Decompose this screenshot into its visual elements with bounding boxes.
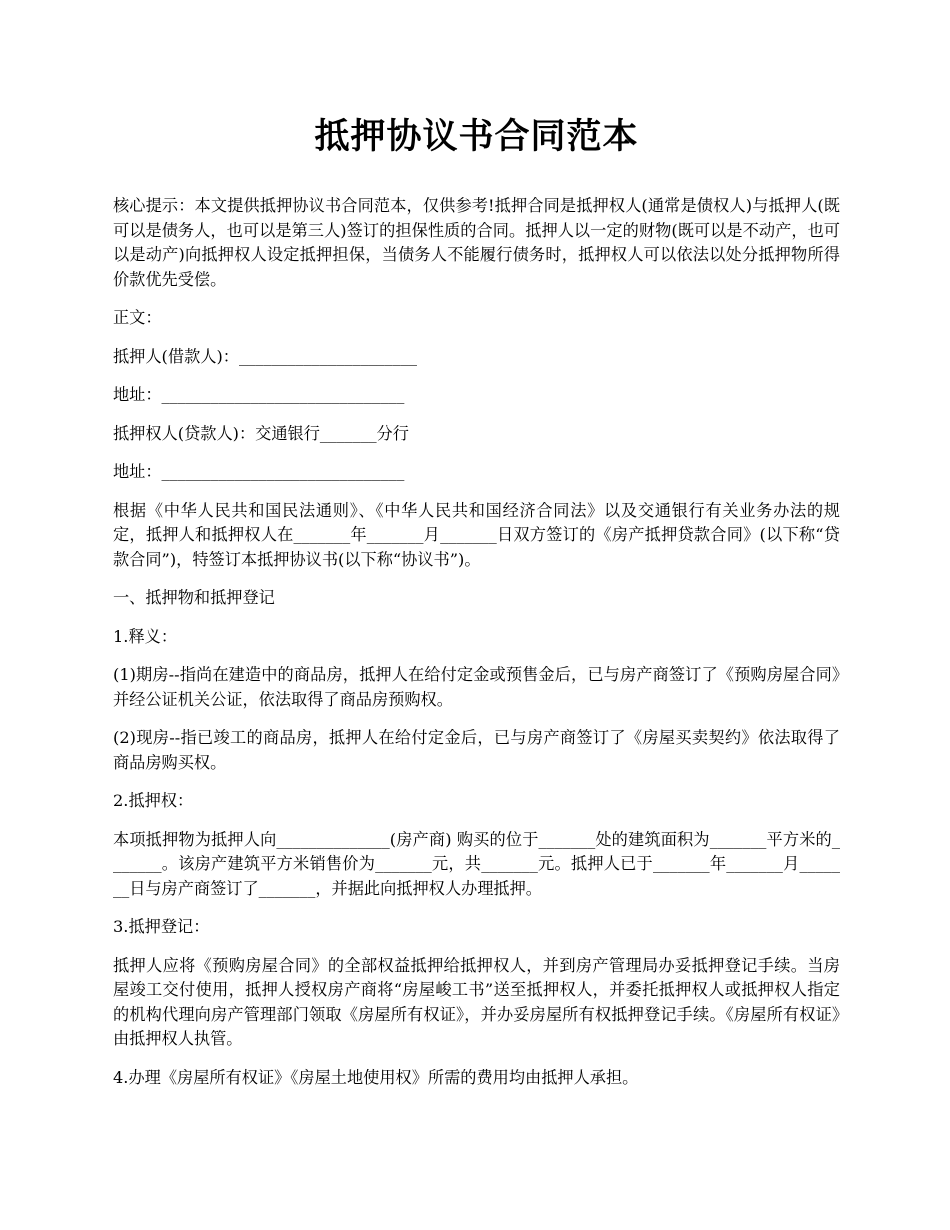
mortgage-right-paragraph: 本项抵押物为抵押人向______________(房产商) 购买的位于_______处的建筑面积为_______平方米的_______。该房产建筑平方米销售价为_______元，共_______元。抵押人已于_______年_______月_______日与房产商签订了_______，并据此向抵押权人办理抵押。 — [113, 829, 840, 898]
definition-future-house: (1)期房--指尚在建造中的商品房，抵押人在给付定金或预售金后，已与房产商签订了《预购房屋合同》并经公证机关公证，依法取得了商品房预购权。 — [113, 665, 840, 709]
mortgagee-address-field: 地址：______________________________ — [113, 462, 405, 481]
clause-heading-registration: 3.抵押登记： — [113, 917, 210, 936]
definition-existing-house: (2)现房--指已竣工的商品房，抵押人在给付定金后，已与房产商签订了《房屋买卖契约》依法取得了商品房购买权。 — [113, 728, 840, 772]
document-title: 抵押协议书合同范本 — [314, 116, 639, 157]
registration-paragraph: 抵押人应将《预购房屋合同》的全部权益抵押给抵押权人，并到房产管理局办妥抵押登记手续。当房屋竣工交付使用，抵押人授权房产商将“房屋峻工书”送至抵押权人，并委托抵押权人或抵押权人指定的机构代理向房产管理部门领取《房屋所有权证》，并办妥房屋所有权抵押登记手续。《房屋所有权证》由抵押权人执管。 — [113, 955, 840, 1048]
section-heading-1: 一、抵押物和抵押登记 — [113, 588, 275, 607]
summary-paragraph: 核心提示：本文提供抵押协议书合同范本，仅供参考!抵押合同是抵押权人(通常是债权人)与抵押人(既可以是债务人，也可以是第三人)签订的担保性质的合同。抵押人以一定的财物(既可以是不动产，也可以是动产)向抵押权人设定抵押担保，当债务人不能履行债务时，抵押权人可以依法以处分抵押物所得价款优先受偿。 — [113, 196, 840, 289]
body-label: 正文： — [113, 308, 162, 327]
mortgagee-field: 抵押权人(贷款人)：交通银行_______分行 — [113, 423, 409, 443]
clause-heading-mortgage-right: 2.抵押权： — [113, 791, 194, 810]
mortgagor-field: 抵押人(借款人)：______________________ — [113, 346, 418, 366]
fees-paragraph: 4.办理《房屋所有权证》《房屋土地使用权》所需的费用均由抵押人承担。 — [113, 1067, 639, 1087]
preamble-paragraph: 根据《中华人民共和国民法通则》、《中华人民共和国经济合同法》以及交通银行有关业务办法的规定，抵押人和抵押权人在_______年_______月_______日双方签订的《房产抵押贷款合同》(以下称“贷款合同”)，特签订本抵押协议书(以下称“协议书”)。 — [113, 500, 840, 569]
clause-heading-definitions: 1.释义： — [113, 626, 178, 646]
mortgagor-address-field: 地址：______________________________ — [113, 385, 405, 404]
